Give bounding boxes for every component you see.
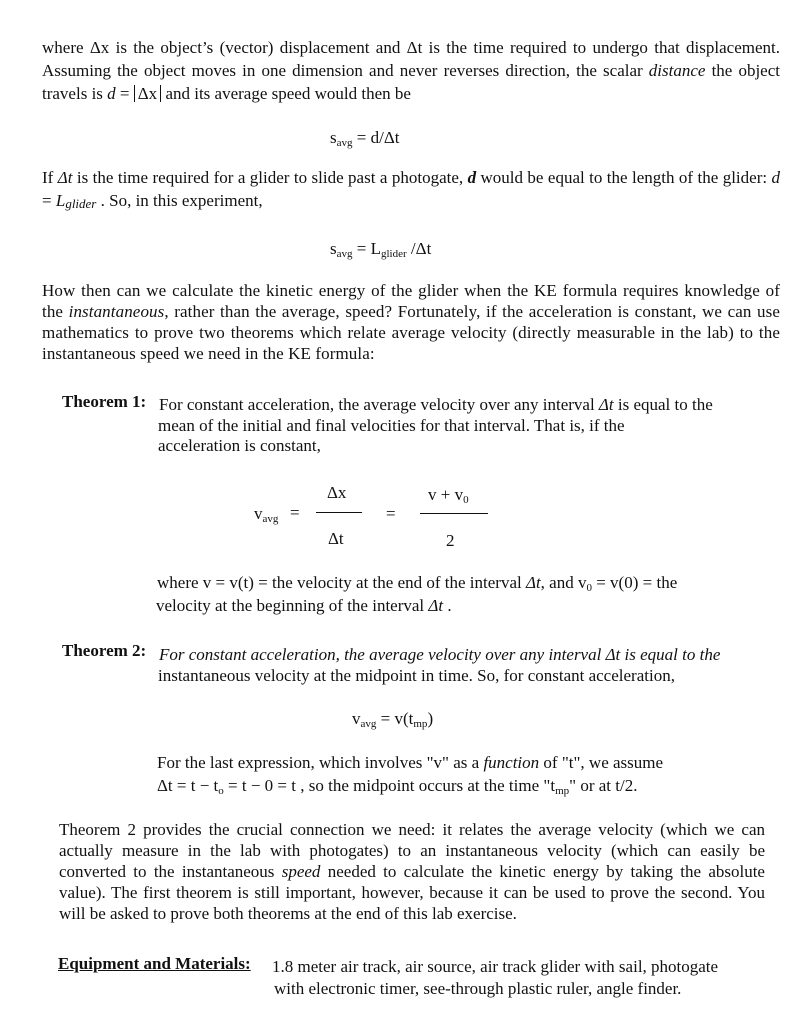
p3-text-a: How then can we calculate the kinetic energy of the glider when the KE formula requires knowledge of the [42,281,780,321]
eq1-sub: avg [336,137,353,149]
eq2-rhs: /Δt [406,239,432,258]
abs-delta-x [134,85,161,102]
theorem-connection-paragraph [59,819,765,924]
t1-w1-a: where v = v(t) = the velocity at the end of the interval [157,573,526,592]
equals-sign: = [115,84,134,103]
t1-l1-b: is equal to the [613,395,713,414]
equipment-line-1: 1.8 meter air track, air source, air track glider with sail, photogate [272,957,719,976]
t1-l1-dt: Δt [598,395,614,414]
equipment-line-2: with electronic timer, see-through plastic ruler, angle finder. [274,979,682,998]
t1-v: v [254,504,263,523]
p4-text-b: needed to calculate the kinetic energy by taking the absolute value). The first theorem is still important, however, because it can be used to prove the second. You will be asked to prove both theorems at the end of this lab exercise. [59,862,765,923]
t1-fraction-bar-1 [316,512,362,513]
p2-text-b: is the time required for a glider to slide past a photogate, [72,168,468,187]
t2-last2-b: = t − 0 = t , so the midpoint occurs at the time "t [223,776,556,795]
t1-denominator-1: Δt [328,529,344,548]
equation-s-avg [330,127,400,148]
eq2-op: = [352,239,371,258]
p2-L: L [55,191,66,210]
t1-denominator-2: 2 [446,531,455,550]
t1-equals-2: = [386,504,396,523]
t1-w1-b: , and v [540,573,587,592]
p4-text-a: Theorem 2 provides the crucial connection we need: it relates the average velocity (which we can actually measure in the lab with photogates) to an instantaneous velocity (which can easily be converted to the instantaneous [59,820,765,881]
kinetic-energy-paragraph [42,280,780,364]
equation-s-avg-glider [330,238,431,259]
p2-text-c: would be equal to the length of the glider: [476,168,772,187]
p2-d: d [467,168,477,187]
t2-last2-sub: o [218,785,224,797]
t2-l1-b: is equal to the [620,645,721,664]
theorem-2-last-line-2 [157,775,637,796]
abs-delta-x-text: Δx [137,84,158,103]
theorem-2-line-2: instantaneous velocity at the midpoint in time. So, for constant acceleration, [158,666,675,685]
equipment-heading: Equipment and Materials: [58,954,251,973]
intro-paragraph [42,36,780,105]
theorem-1-line-1 [159,394,713,415]
glider-paragraph [42,166,780,215]
t2-rhs-b: ) [427,709,434,728]
eq2-sub: avg [336,248,353,260]
t1-l1-a: For constant acceleration, the average velocity over any interval [159,395,599,414]
p2-Lsub: glider [65,196,97,211]
theorem-1-where-line-1 [157,572,677,593]
intro-text: where Δx is the object’s (vector) displacement and Δt is the time required to undergo that displacement. Assuming the object moves in one dimension and never reverses direction, the scalar [42,38,780,80]
instantaneous-term: instantaneous [68,302,165,321]
p2-eq: = [42,191,56,210]
p2-text-e: . So, in this experiment, [96,191,263,210]
t1-equals-1: = [290,503,300,522]
t1-v-avg [254,503,278,524]
theorem-1-heading: Theorem 1: [62,392,147,411]
eq1-rhs: d/Δt [370,128,400,147]
eq1-op: = [352,128,371,147]
theorem-2-heading: Theorem 2: [62,641,147,660]
d-symbol: d [107,84,116,103]
eq2-L: L [370,239,381,258]
t1-fraction-bar-2 [420,513,488,514]
p2-d2: d [771,168,781,187]
t1-numerator-2 [428,484,469,505]
theorem-1-line-3: acceleration is constant, [158,436,321,455]
intro-text-2: the object travels is [42,61,780,103]
eq2-Lsub: glider [381,248,407,260]
t1-w2-dt: Δt [428,596,444,615]
t2-last1-a: For the last expression, which involves "v" as a [157,753,484,772]
t1-num2-sub: 0 [463,494,469,506]
t2-rhs-a: v(t [394,709,414,728]
t2-eq: = [376,709,395,728]
eq2-lhs: s [330,239,337,258]
t1-numerator-1: Δx [327,483,347,502]
speed-term: speed [281,862,321,881]
t2-v: v [352,709,361,728]
t2-vsub: avg [360,718,377,730]
distance-term: distance [648,61,706,80]
theorem-2-last-line-1 [157,752,663,773]
t1-w2-b: . [443,596,452,615]
intro-text-3: and its average speed would then be [161,84,411,103]
t2-l1-a: For constant acceleration, the average velocity over any interval [159,645,606,664]
t2-l1-dt: Δt [605,645,621,664]
t2-last1-b: of "t", we assume [539,753,664,772]
t2-last2-c: " or at t/2. [569,776,638,795]
t1-w1-c: = v(0) = the [591,573,678,592]
t1-w2-a: velocity at the beginning of the interval [156,596,429,615]
t1-num2-text: v + v [428,485,464,504]
theorem-1-line-2: mean of the initial and final velocities for that interval. That is, if the [158,416,625,435]
theorem-2-line-1 [159,644,720,665]
t2-last2-a: Δt = t − t [157,776,219,795]
t2-last2-sub2: mp [555,785,570,797]
t1-vsub: avg [262,513,279,525]
theorem-1-where-line-2 [156,595,452,616]
t1-w1-dt: Δt [525,573,541,592]
t2-function-term: function [483,753,540,772]
t2-equation [352,708,433,729]
p2-text-a: If [42,168,58,187]
p3-text-b: , rather than the average, speed? Fortunately, if the acceleration is constant, we can use mathematics to prove two theorems which relate average velocity (directly measurable in the lab) to the instantaneous speed we need in the KE formula: [42,302,780,363]
t1-w1-sub: 0 [586,582,592,594]
t2-rhs-sub: mp [413,718,428,730]
p2-delta-t: Δt [57,168,73,187]
eq1-lhs: s [330,128,337,147]
